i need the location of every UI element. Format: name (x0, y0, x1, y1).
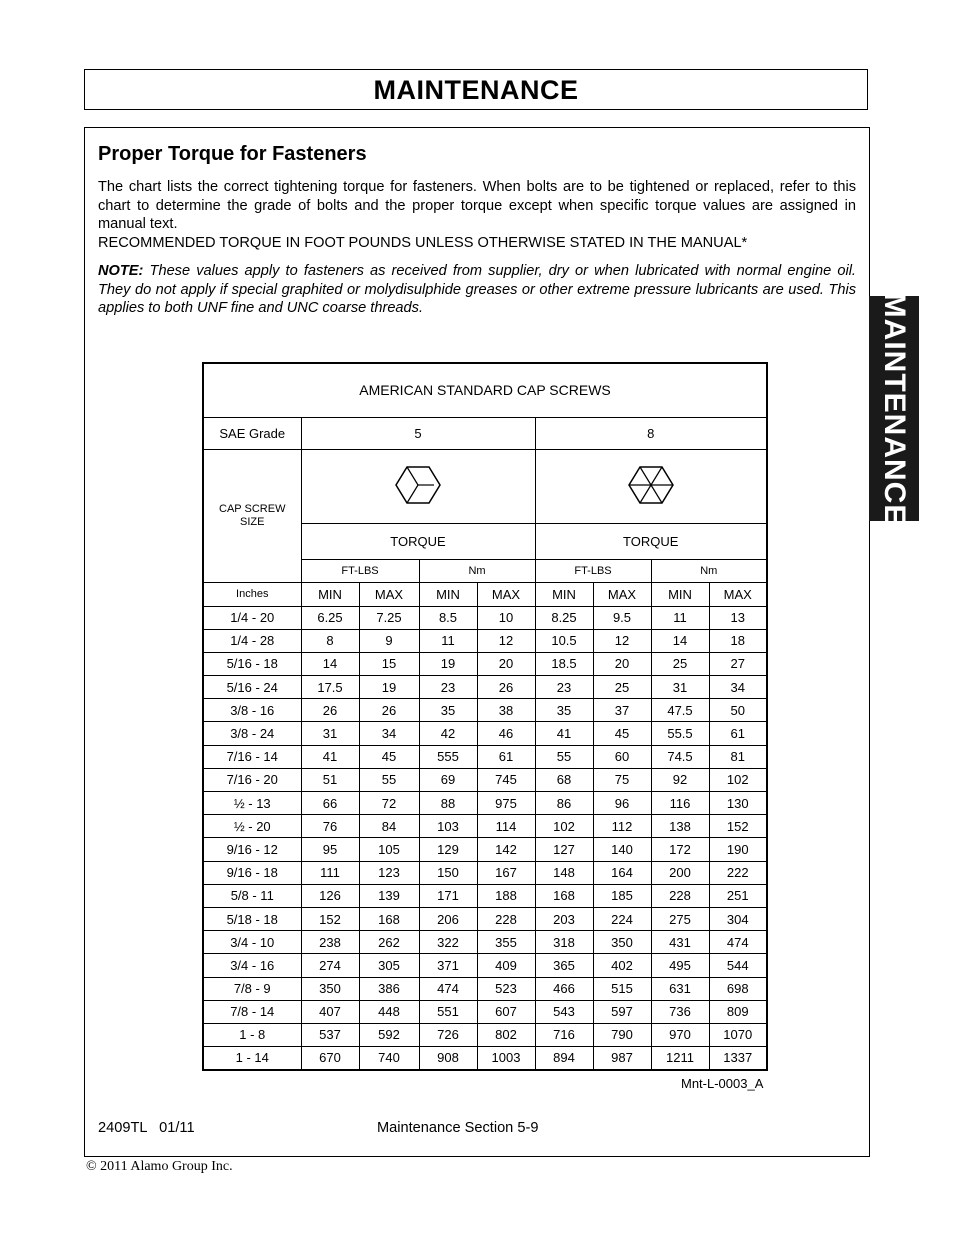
row-value-cell: 11 (651, 606, 709, 629)
row-value-cell: 274 (301, 954, 359, 977)
row-value-cell: 127 (535, 838, 593, 861)
grade-8-nm-label: Nm (651, 559, 767, 582)
torque-table (202, 362, 768, 1071)
row-value-cell: 139 (359, 884, 419, 907)
table-row (203, 838, 767, 861)
row-value-cell: 86 (535, 792, 593, 815)
row-value-cell: 168 (359, 907, 419, 930)
grade-8-ftlbs-label: FT-LBS (535, 559, 651, 582)
row-value-cell: 35 (419, 699, 477, 722)
row-value-cell: 908 (419, 1047, 477, 1070)
row-value-cell: 431 (651, 931, 709, 954)
row-value-cell: 474 (709, 931, 767, 954)
row-size-cell: 5/16 - 24 (203, 676, 301, 699)
row-value-cell: 84 (359, 815, 419, 838)
row-value-cell: 222 (709, 861, 767, 884)
row-value-cell: 152 (709, 815, 767, 838)
row-value-cell: 975 (477, 792, 535, 815)
row-value-cell: 129 (419, 838, 477, 861)
row-value-cell: 41 (535, 722, 593, 745)
row-value-cell: 75 (593, 768, 651, 791)
table-row (203, 1023, 767, 1046)
row-value-cell: 26 (359, 699, 419, 722)
recommended-torque-statement: RECOMMENDED TORQUE IN FOOT POUNDS UNLESS OTHERWISE STATED IN THE MANUAL* (98, 235, 748, 251)
row-value-cell: 350 (593, 931, 651, 954)
row-value-cell: 11 (419, 629, 477, 652)
max-header: MAX (709, 582, 767, 606)
row-size-cell: 3/8 - 16 (203, 699, 301, 722)
row-value-cell: 19 (359, 676, 419, 699)
row-value-cell: 543 (535, 1000, 593, 1023)
table-row (203, 1047, 767, 1070)
row-value-cell: 31 (301, 722, 359, 745)
table-row (203, 861, 767, 884)
row-value-cell: 555 (419, 745, 477, 768)
row-value-cell: 365 (535, 954, 593, 977)
row-value-cell: 34 (359, 722, 419, 745)
row-value-cell: 185 (593, 884, 651, 907)
row-value-cell: 305 (359, 954, 419, 977)
row-value-cell: 1337 (709, 1047, 767, 1070)
sae-grade-label: SAE Grade (203, 417, 301, 449)
row-value-cell: 190 (709, 838, 767, 861)
row-value-cell: 18.5 (535, 652, 593, 675)
grade-5-header: 5 (301, 417, 535, 449)
row-value-cell: 18 (709, 629, 767, 652)
row-value-cell: 46 (477, 722, 535, 745)
min-header: MIN (535, 582, 593, 606)
row-value-cell: 736 (651, 1000, 709, 1023)
row-size-cell: 1 - 14 (203, 1047, 301, 1070)
row-value-cell: 515 (593, 977, 651, 1000)
row-value-cell: 27 (709, 652, 767, 675)
row-value-cell: 1070 (709, 1023, 767, 1046)
table-row (203, 722, 767, 745)
row-value-cell: 72 (359, 792, 419, 815)
row-value-cell: 10 (477, 606, 535, 629)
row-value-cell: 6.25 (301, 606, 359, 629)
row-value-cell: 970 (651, 1023, 709, 1046)
row-size-cell: 7/8 - 14 (203, 1000, 301, 1023)
side-tab-label: MAINTENANCE (878, 292, 911, 525)
row-value-cell: 140 (593, 838, 651, 861)
table-row (203, 768, 767, 791)
table-title: AMERICAN STANDARD CAP SCREWS (203, 363, 767, 417)
note-paragraph (98, 262, 856, 318)
row-size-cell: 3/4 - 16 (203, 954, 301, 977)
row-value-cell: 592 (359, 1023, 419, 1046)
row-size-cell: 5/18 - 18 (203, 907, 301, 930)
row-size-cell: ½ - 13 (203, 792, 301, 815)
row-value-cell: 35 (535, 699, 593, 722)
row-value-cell: 19 (419, 652, 477, 675)
table-row (203, 954, 767, 977)
row-value-cell: 8 (301, 629, 359, 652)
row-value-cell: 7.25 (359, 606, 419, 629)
row-value-cell: 894 (535, 1047, 593, 1070)
row-value-cell: 88 (419, 792, 477, 815)
row-value-cell: 15 (359, 652, 419, 675)
row-value-cell: 188 (477, 884, 535, 907)
max-header: MAX (593, 582, 651, 606)
row-value-cell: 171 (419, 884, 477, 907)
table-row (203, 884, 767, 907)
row-value-cell: 1211 (651, 1047, 709, 1070)
table-row (203, 1000, 767, 1023)
row-value-cell: 745 (477, 768, 535, 791)
grade-5-symbol (301, 449, 535, 523)
row-value-cell: 597 (593, 1000, 651, 1023)
row-value-cell: 262 (359, 931, 419, 954)
row-value-cell: 670 (301, 1047, 359, 1070)
row-value-cell: 350 (301, 977, 359, 1000)
row-value-cell: 74.5 (651, 745, 709, 768)
row-size-cell: 7/16 - 14 (203, 745, 301, 768)
row-value-cell: 105 (359, 838, 419, 861)
table-row (203, 907, 767, 930)
row-size-cell: 7/8 - 9 (203, 977, 301, 1000)
row-value-cell: 55.5 (651, 722, 709, 745)
grade-5-torque-label: TORQUE (301, 523, 535, 559)
row-value-cell: 51 (301, 768, 359, 791)
row-value-cell: 41 (301, 745, 359, 768)
row-value-cell: 13 (709, 606, 767, 629)
row-value-cell: 45 (593, 722, 651, 745)
row-value-cell: 8.25 (535, 606, 593, 629)
row-value-cell: 61 (477, 745, 535, 768)
grade-8-symbol (535, 449, 767, 523)
row-value-cell: 322 (419, 931, 477, 954)
table-row (203, 815, 767, 838)
row-value-cell: 60 (593, 745, 651, 768)
note-text: These values apply to fasteners as received from supplier, dry or when lubricated with normal engine oil. They do not apply if special graphited or molydisulphide greases or other extreme pressure lubricants are used. This applies to both UNF fine and UNC coarse threads. (98, 263, 856, 316)
chart-id: Mnt-L-0003_A (681, 1076, 764, 1091)
row-value-cell: 726 (419, 1023, 477, 1046)
row-value-cell: 802 (477, 1023, 535, 1046)
row-value-cell: 20 (477, 652, 535, 675)
copyright: © 2011 Alamo Group Inc. (86, 1159, 233, 1174)
table-row (203, 792, 767, 815)
row-value-cell: 8.5 (419, 606, 477, 629)
grade-8-torque-label: TORQUE (535, 523, 767, 559)
row-value-cell: 402 (593, 954, 651, 977)
table-row (203, 745, 767, 768)
cap-screw-size-label: CAP SCREW SIZE (203, 449, 301, 582)
row-value-cell: 81 (709, 745, 767, 768)
row-size-cell: 9/16 - 18 (203, 861, 301, 884)
row-value-cell: 102 (709, 768, 767, 791)
row-value-cell: 167 (477, 861, 535, 884)
row-size-cell: 1/4 - 28 (203, 629, 301, 652)
row-value-cell: 9.5 (593, 606, 651, 629)
row-value-cell: 92 (651, 768, 709, 791)
footer-section: Maintenance Section 5-9 (377, 1120, 539, 1136)
page-header-title: MAINTENANCE (373, 75, 579, 105)
row-size-cell: 7/16 - 20 (203, 768, 301, 791)
row-value-cell: 172 (651, 838, 709, 861)
row-value-cell: 96 (593, 792, 651, 815)
row-value-cell: 114 (477, 815, 535, 838)
row-value-cell: 47.5 (651, 699, 709, 722)
row-value-cell: 448 (359, 1000, 419, 1023)
grade-5-nm-label: Nm (419, 559, 535, 582)
row-value-cell: 407 (301, 1000, 359, 1023)
row-value-cell: 168 (535, 884, 593, 907)
row-value-cell: 130 (709, 792, 767, 815)
grade-8-hex-icon (627, 465, 675, 505)
row-value-cell: 371 (419, 954, 477, 977)
note-label: NOTE: (98, 263, 144, 279)
row-value-cell: 26 (301, 699, 359, 722)
row-value-cell: 50 (709, 699, 767, 722)
row-size-cell: 1/4 - 20 (203, 606, 301, 629)
row-value-cell: 386 (359, 977, 419, 1000)
row-value-cell: 45 (359, 745, 419, 768)
min-header: MIN (301, 582, 359, 606)
page-header (84, 69, 868, 110)
grade-5-ftlbs-label: FT-LBS (301, 559, 419, 582)
row-value-cell: 42 (419, 722, 477, 745)
table-row (203, 652, 767, 675)
row-value-cell: 238 (301, 931, 359, 954)
row-value-cell: 523 (477, 977, 535, 1000)
row-value-cell: 809 (709, 1000, 767, 1023)
row-value-cell: 12 (477, 629, 535, 652)
row-value-cell: 23 (419, 676, 477, 699)
row-value-cell: 790 (593, 1023, 651, 1046)
row-size-cell: 3/8 - 24 (203, 722, 301, 745)
row-value-cell: 102 (535, 815, 593, 838)
row-value-cell: 34 (709, 676, 767, 699)
table-row (203, 931, 767, 954)
row-value-cell: 150 (419, 861, 477, 884)
row-value-cell: 14 (301, 652, 359, 675)
max-header: MAX (477, 582, 535, 606)
row-value-cell: 25 (651, 652, 709, 675)
table-row (203, 699, 767, 722)
row-value-cell: 200 (651, 861, 709, 884)
row-value-cell: 138 (651, 815, 709, 838)
row-value-cell: 607 (477, 1000, 535, 1023)
intro-paragraph: The chart lists the correct tightening torque for fasteners. When bolts are to be tightened or replaced, refer to this chart to determine the grade of bolts and the proper torque except when specific torque values are assigned in manual text. (98, 179, 856, 232)
row-value-cell: 631 (651, 977, 709, 1000)
row-value-cell: 23 (535, 676, 593, 699)
row-value-cell: 551 (419, 1000, 477, 1023)
row-value-cell: 987 (593, 1047, 651, 1070)
max-header: MAX (359, 582, 419, 606)
row-value-cell: 224 (593, 907, 651, 930)
row-value-cell: 26 (477, 676, 535, 699)
row-value-cell: 228 (651, 884, 709, 907)
row-value-cell: 1003 (477, 1047, 535, 1070)
table-row (203, 606, 767, 629)
row-value-cell: 164 (593, 861, 651, 884)
section-side-tab (869, 292, 919, 525)
min-header: MIN (651, 582, 709, 606)
row-value-cell: 38 (477, 699, 535, 722)
row-value-cell: 537 (301, 1023, 359, 1046)
row-value-cell: 474 (419, 977, 477, 1000)
row-value-cell: 206 (419, 907, 477, 930)
row-value-cell: 466 (535, 977, 593, 1000)
row-value-cell: 148 (535, 861, 593, 884)
row-size-cell: ½ - 20 (203, 815, 301, 838)
row-value-cell: 740 (359, 1047, 419, 1070)
row-size-cell: 5/16 - 18 (203, 652, 301, 675)
min-header: MIN (419, 582, 477, 606)
row-value-cell: 112 (593, 815, 651, 838)
row-value-cell: 355 (477, 931, 535, 954)
row-value-cell: 37 (593, 699, 651, 722)
row-value-cell: 9 (359, 629, 419, 652)
row-value-cell: 69 (419, 768, 477, 791)
inches-label: Inches (203, 582, 301, 606)
row-value-cell: 14 (651, 629, 709, 652)
row-value-cell: 61 (709, 722, 767, 745)
row-size-cell: 3/4 - 10 (203, 931, 301, 954)
table-row (203, 977, 767, 1000)
row-value-cell: 698 (709, 977, 767, 1000)
row-value-cell: 103 (419, 815, 477, 838)
section-title: Proper Torque for Fasteners (98, 143, 367, 165)
row-value-cell: 152 (301, 907, 359, 930)
row-value-cell: 20 (593, 652, 651, 675)
row-value-cell: 10.5 (535, 629, 593, 652)
row-value-cell: 123 (359, 861, 419, 884)
row-value-cell: 318 (535, 931, 593, 954)
row-value-cell: 66 (301, 792, 359, 815)
row-size-cell: 9/16 - 12 (203, 838, 301, 861)
row-size-cell: 1 - 8 (203, 1023, 301, 1046)
row-value-cell: 716 (535, 1023, 593, 1046)
row-value-cell: 142 (477, 838, 535, 861)
table-row (203, 629, 767, 652)
row-value-cell: 409 (477, 954, 535, 977)
row-value-cell: 25 (593, 676, 651, 699)
row-value-cell: 203 (535, 907, 593, 930)
row-value-cell: 275 (651, 907, 709, 930)
row-value-cell: 111 (301, 861, 359, 884)
row-value-cell: 544 (709, 954, 767, 977)
row-value-cell: 31 (651, 676, 709, 699)
row-value-cell: 304 (709, 907, 767, 930)
footer-model-date: 2409TL 01/11 (98, 1120, 195, 1136)
row-value-cell: 12 (593, 629, 651, 652)
row-value-cell: 68 (535, 768, 593, 791)
row-value-cell: 95 (301, 838, 359, 861)
grade-5-hex-icon (394, 465, 442, 505)
row-value-cell: 76 (301, 815, 359, 838)
row-value-cell: 55 (535, 745, 593, 768)
row-value-cell: 55 (359, 768, 419, 791)
row-size-cell: 5/8 - 11 (203, 884, 301, 907)
row-value-cell: 116 (651, 792, 709, 815)
row-value-cell: 126 (301, 884, 359, 907)
row-value-cell: 251 (709, 884, 767, 907)
table-row (203, 676, 767, 699)
row-value-cell: 228 (477, 907, 535, 930)
grade-8-header: 8 (535, 417, 767, 449)
row-value-cell: 495 (651, 954, 709, 977)
row-value-cell: 17.5 (301, 676, 359, 699)
